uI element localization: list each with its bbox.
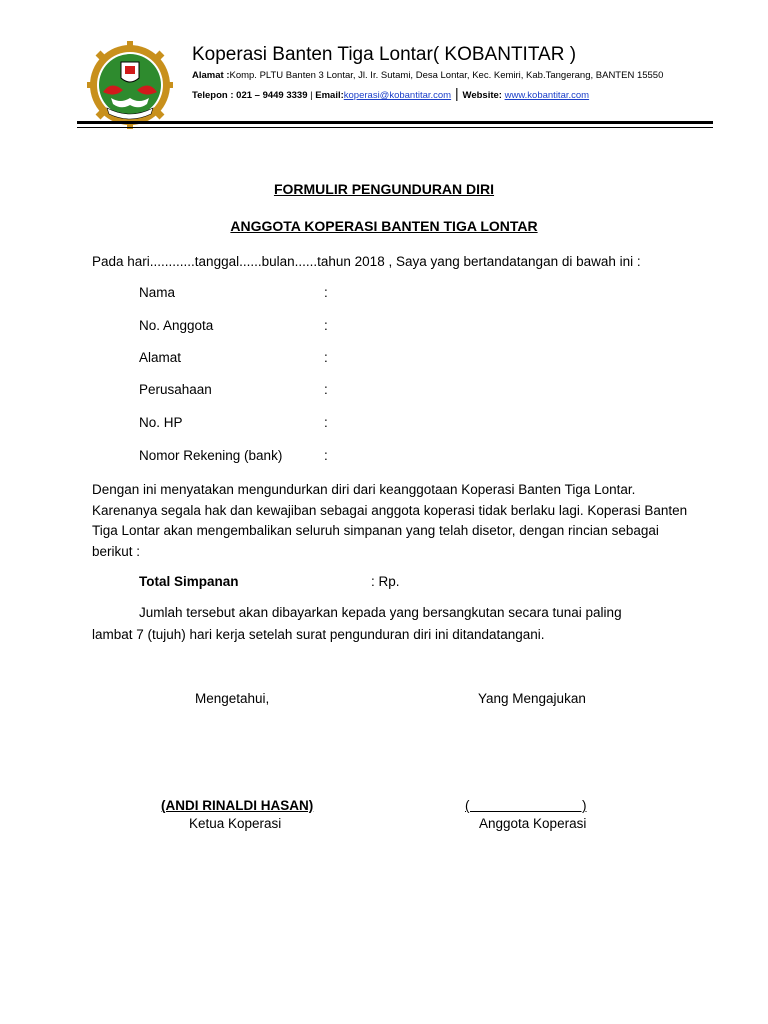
alamat-field[interactable] — [340, 349, 704, 369]
payment-line-1: Jumlah tersebut akan dibayarkan kepada yang bersangkutan secara tunai paling — [139, 605, 622, 620]
chairman-role: Ketua Koperasi — [189, 816, 282, 831]
no-hp-field[interactable] — [340, 414, 704, 434]
field-label-nomor-rekening: Nomor Rekening (bank) — [139, 448, 283, 463]
address-label: Alamat : — [192, 70, 230, 81]
separator: | — [451, 85, 463, 101]
email-label: Email: — [315, 90, 344, 101]
phone-label: Telepon : — [192, 90, 234, 101]
form-subtitle: ANGGOTA KOPERASI BANTEN TIGA LONTAR — [230, 218, 538, 234]
separator: | — [310, 90, 316, 101]
cooperative-logo — [81, 40, 179, 130]
no-anggota-field[interactable] — [340, 317, 704, 337]
member-role: Anggota Koperasi — [479, 816, 587, 831]
field-label-no-hp: No. HP — [139, 415, 183, 430]
address-line — [192, 70, 663, 81]
field-label-perusahaan: Perusahaan — [139, 382, 212, 397]
statement-paragraph: Dengan ini menyatakan mengundurkan diri dari keanggotaan Koperasi Banten Tiga Lontar. Karenanya segala hak dan kewajiban sebagai anggota koperasi tidak berlaku lagi. Koperasi Banten Tiga Lontar akan mengembalikan seluruh simpanan yang telah disetor, dengan rincian sebagai berikut : — [92, 482, 688, 559]
field-label-no-anggota: No. Anggota — [139, 318, 214, 333]
website-link[interactable]: www.kobantitar.com — [504, 90, 590, 101]
signature-heading-right: Yang Mengajukan — [478, 691, 586, 706]
member-name-blank: ( ) — [465, 798, 587, 813]
field-colon: : — [324, 382, 328, 397]
header-divider — [77, 121, 713, 124]
chairman-name: (ANDI RINALDI HASAN) — [161, 798, 314, 813]
email-link[interactable]: koperasi@kobantitar.com — [343, 90, 452, 101]
form-title: FORMULIR PENGUNDURAN DIRI — [273, 181, 495, 197]
organization-name: Koperasi Banten Tiga Lontar( KOBANTITAR ) — [192, 44, 577, 65]
header-divider-thin — [77, 127, 713, 128]
total-simpanan-label: Total Simpanan — [139, 574, 239, 589]
phone-number: 021 – 9449 3339 — [233, 90, 311, 101]
field-colon: : — [324, 285, 328, 300]
cooperative-emblem-icon — [81, 40, 179, 130]
nomor-rekening-field[interactable] — [340, 447, 704, 467]
intro-line: Pada hari............tanggal......bulan......tahun 2018 , Saya yang bertandatangan di bawah ini : — [92, 254, 641, 269]
nama-field[interactable] — [340, 284, 704, 304]
total-simpanan-value: : Rp. — [371, 574, 400, 589]
perusahaan-field[interactable] — [340, 381, 704, 401]
field-colon: : — [324, 350, 328, 365]
field-colon: : — [324, 415, 328, 430]
signature-heading-left: Mengetahui, — [195, 691, 270, 706]
field-colon: : — [324, 448, 328, 463]
payment-line-2: lambat 7 (tujuh) hari kerja setelah surat pengunduran diri ini ditandatangani. — [92, 627, 545, 642]
website-label: Website: — [462, 90, 502, 101]
address-text: Komp. PLTU Banten 3 Lontar, Jl. Ir. Sutami, Desa Lontar, Kec. Kemiri, Kab.Tangerang, BANTEN 15550 — [229, 70, 664, 81]
field-label-nama: Nama — [139, 285, 176, 300]
contact-line — [192, 85, 589, 101]
field-colon: : — [324, 318, 328, 333]
field-label-alamat: Alamat — [139, 350, 182, 365]
